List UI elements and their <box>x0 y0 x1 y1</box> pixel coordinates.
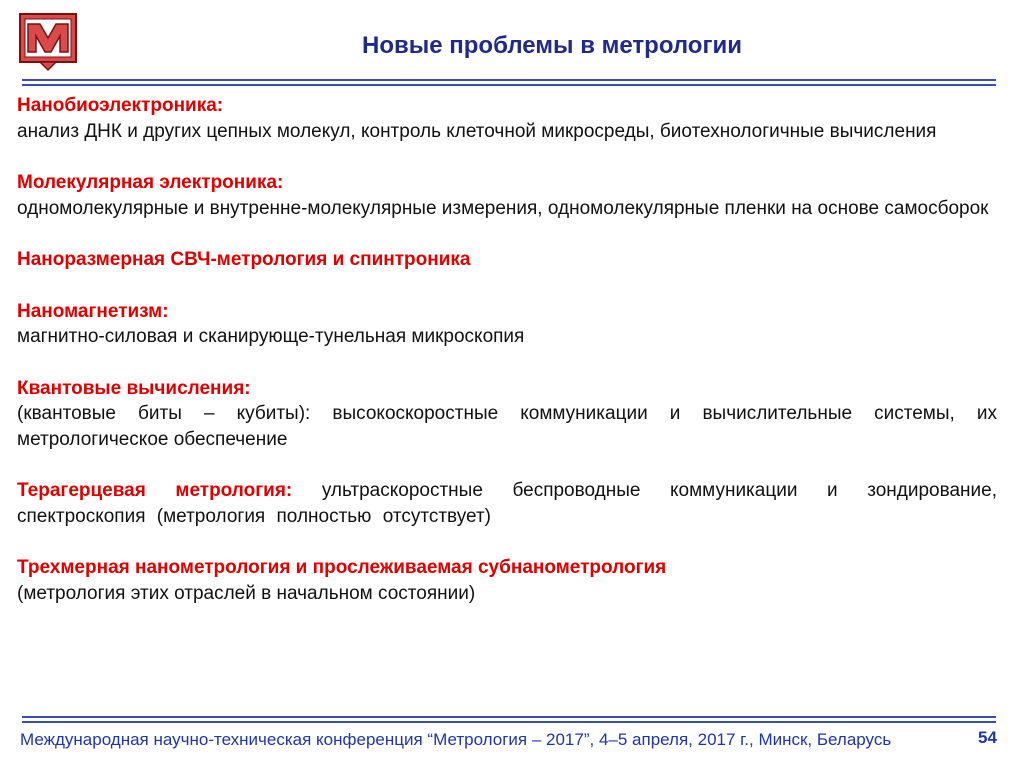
section-body: ультраскоростные беспроводные коммуникации и зондирование, спектроскопия (метрология полностью отсутствует) <box>17 480 998 527</box>
section-3d-nanometrology <box>17 555 997 606</box>
section-nanomagnetism <box>17 299 997 350</box>
section-body: анализ ДНК и других цепных молекул, контроль клеточной микросреды, биотехнологичные вычисления <box>17 120 937 142</box>
header-divider <box>22 79 996 81</box>
section-body: одномолекулярные и внутренне-молекулярные измерения, одномолекулярные пленки на основе самосборок <box>17 197 989 219</box>
page-number: 54 <box>978 728 997 747</box>
section-body: (квантовые биты – кубиты): высокоскоростные коммуникации и вычислительные системы, их метрологическое обеспечение <box>17 403 997 450</box>
section-heading: Наноразмерная СВЧ-метрология и спинтроника <box>17 249 471 270</box>
section-heading: Квантовые вычисления: <box>17 377 251 399</box>
section-molecular-electronics <box>17 170 997 221</box>
content-area <box>17 93 997 632</box>
section-microwave-spintronics <box>17 247 997 273</box>
footer-conference: Международная научно-техническая конференция “Метрология – 2017”, 4–5 апреля, 2017 г., Минск, Беларусь <box>20 730 892 749</box>
section-body: магнитно-силовая и сканирующе-тунельная микроскопия <box>17 326 525 347</box>
section-terahertz <box>17 478 997 529</box>
page-title: Новые проблемы в метрологии <box>362 32 742 59</box>
section-heading: Молекулярная электроника: <box>17 172 284 193</box>
footer-divider <box>22 716 996 718</box>
section-body: (метрология этих отраслей в начальном состоянии) <box>17 582 476 604</box>
section-quantum-computing <box>17 376 997 453</box>
section-heading: Наномагнетизм: <box>17 300 169 322</box>
section-heading: Нанобиоэлектроника: <box>17 95 224 116</box>
section-nanobioelectronics <box>17 93 997 144</box>
section-heading: Терагерцевая метрология: <box>17 480 293 501</box>
section-heading: Трехмерная нанометрология и прослеживаемая субнанометрология <box>17 557 667 578</box>
